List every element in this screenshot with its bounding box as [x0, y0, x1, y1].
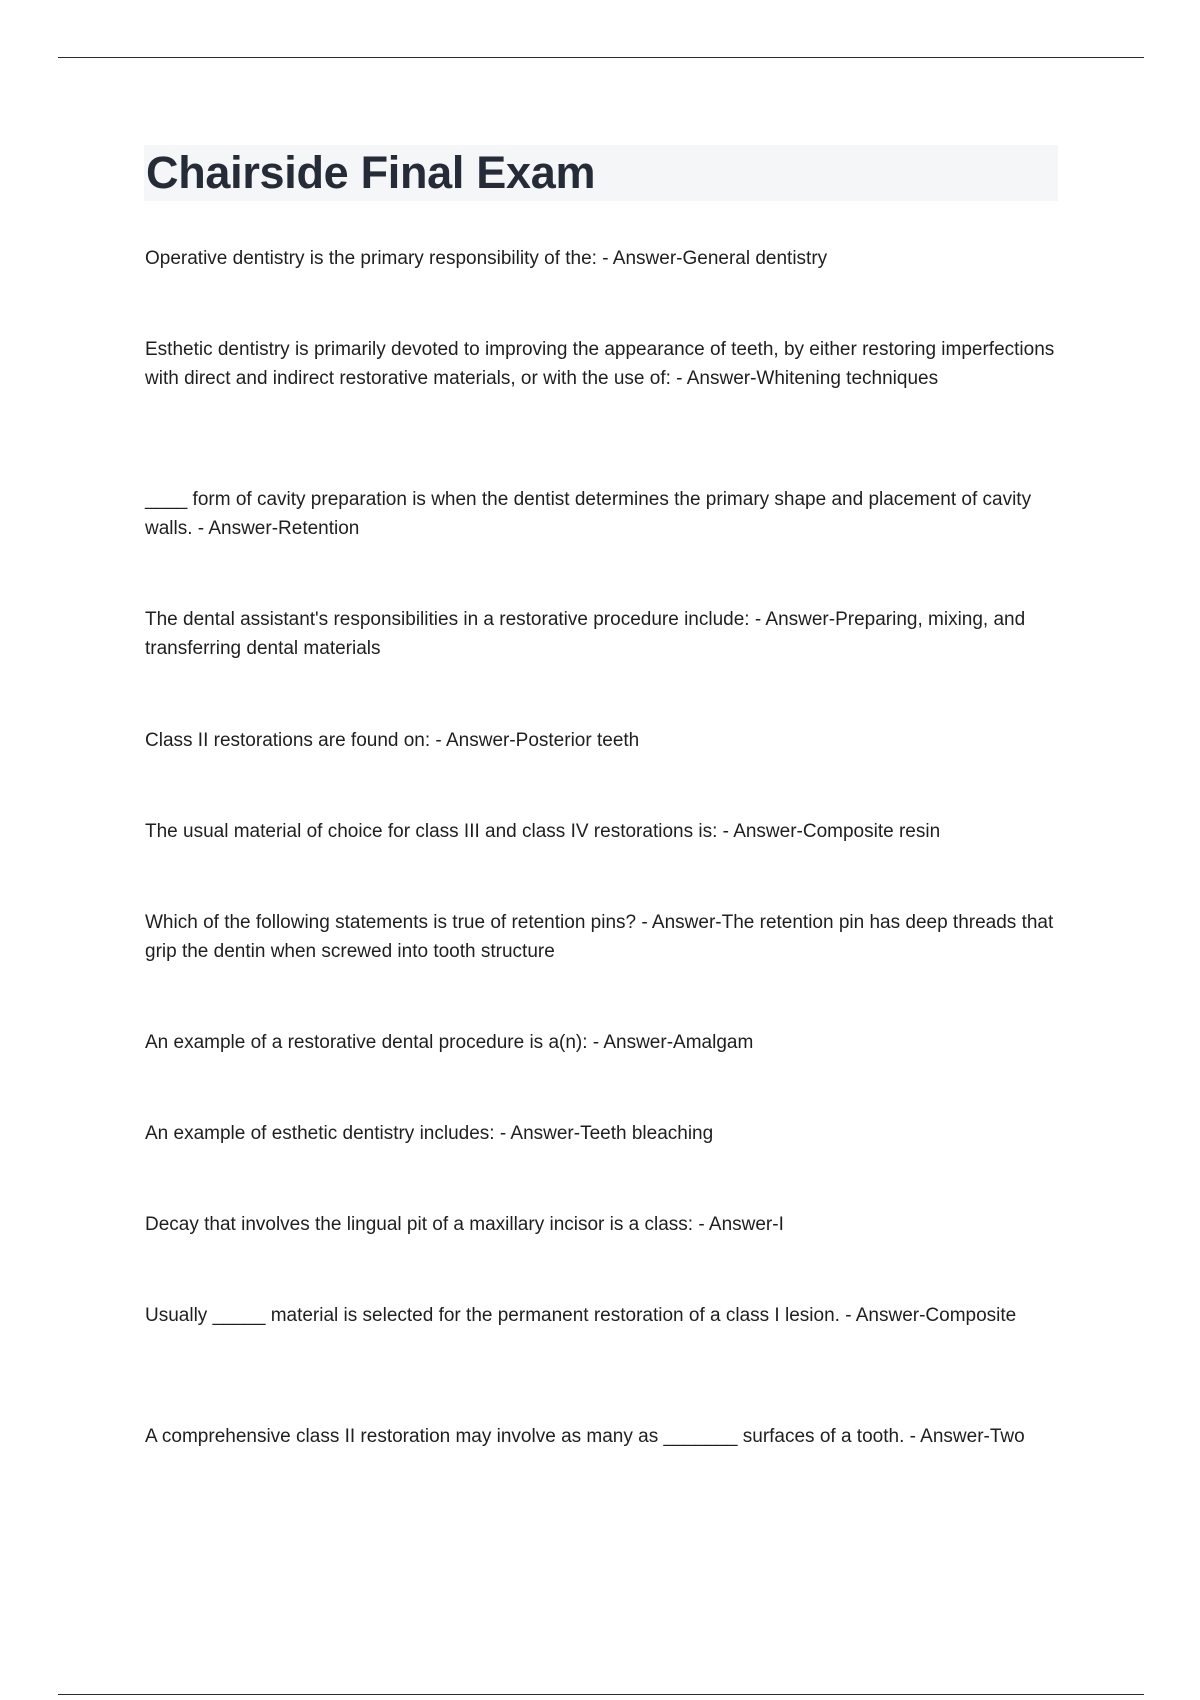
qa-item: An example of esthetic dentistry includes: - Answer-Teeth bleaching — [145, 1123, 714, 1144]
qa-item: An example of a restorative dental procedure is a(n): - Answer-Amalgam — [145, 1032, 754, 1053]
qa-item: Esthetic dentistry is primarily devoted to improving the appearance of teeth, by either restoring imperfections with direct and indirect restorative materials, or with the use of: - Answer-Whitening techniques — [145, 339, 1055, 389]
qa-item: Usually _____ material is selected for the permanent restoration of a class I lesion. - Answer-Composite — [145, 1305, 1017, 1326]
qa-item: Decay that involves the lingual pit of a maxillary incisor is a class: - Answer-I — [145, 1214, 784, 1235]
qa-item: A comprehensive class II restoration may involve as many as _______ surfaces of a tooth. - Answer-Two — [145, 1426, 1025, 1447]
title-banner — [144, 145, 1058, 201]
qa-item: The dental assistant's responsibilities in a restorative procedure include: - Answer-Preparing, mixing, and transferring dental materials — [145, 609, 1026, 659]
qa-item: The usual material of choice for class III and class IV restorations is: - Answer-Composite resin — [145, 821, 941, 842]
qa-item: ____ form of cavity preparation is when the dentist determines the primary shape and placement of cavity walls. - Answer-Retention — [145, 489, 1032, 539]
top-divider — [58, 57, 1144, 58]
qa-item: Which of the following statements is true of retention pins? - Answer-The retention pin has deep threads that grip the dentin when screwed into tooth structure — [145, 912, 1054, 962]
bottom-divider — [58, 1694, 1144, 1695]
page-title: Chairside Final Exam — [146, 147, 596, 198]
qa-item: Class II restorations are found on: - Answer-Posterior teeth — [145, 730, 640, 751]
qa-item: Operative dentistry is the primary responsibility of the: - Answer-General dentistry — [145, 248, 828, 269]
